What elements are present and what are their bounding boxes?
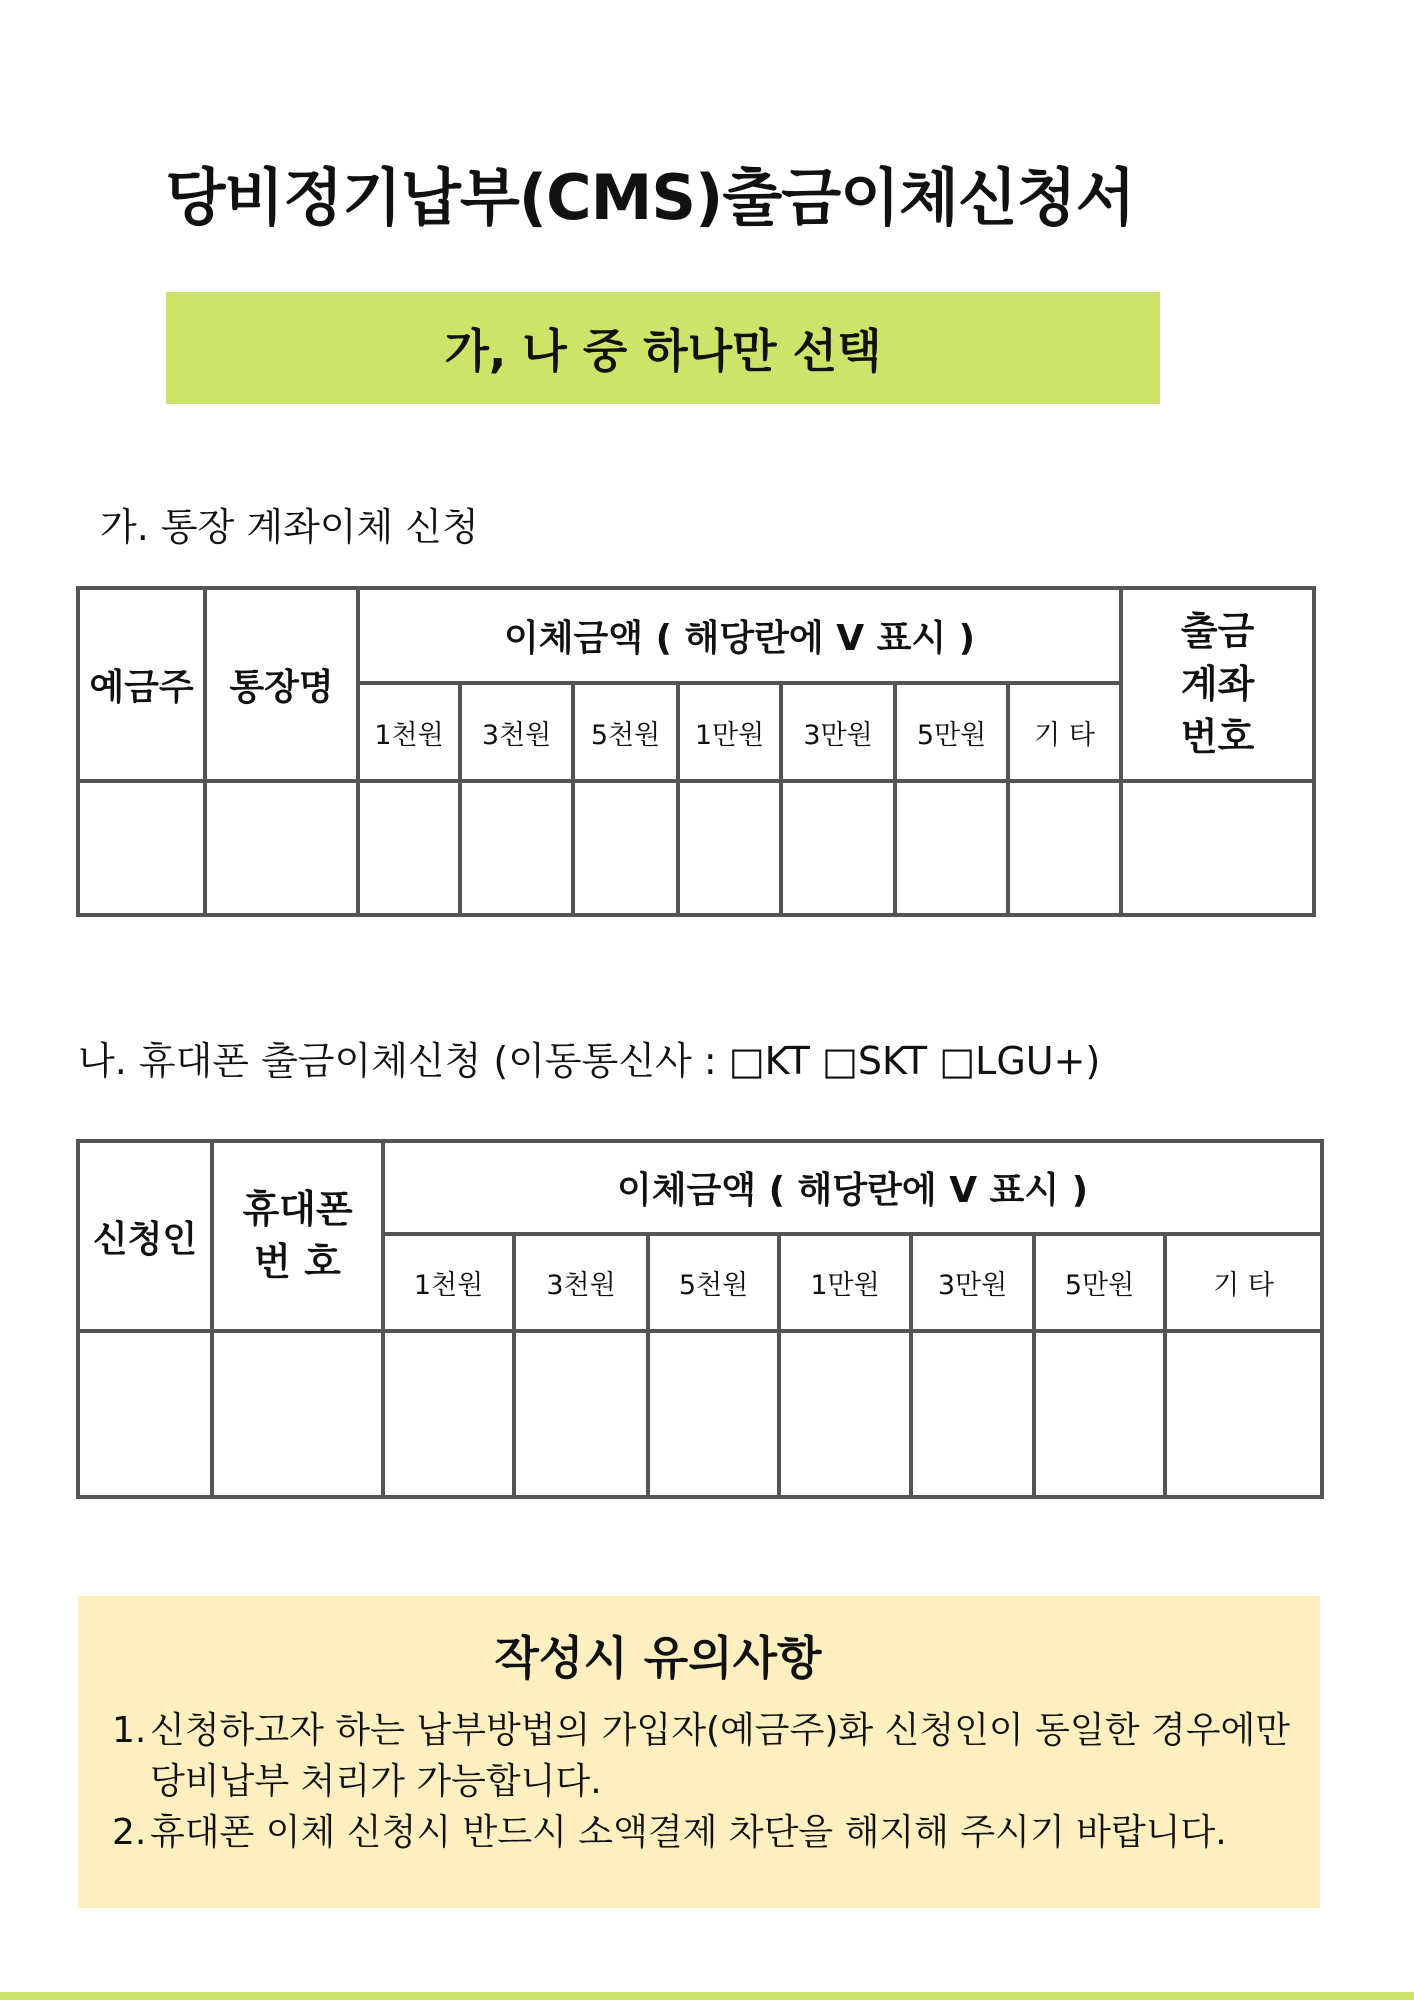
- transfer-amount-header: 이체금액 ( 해당란에 V 표시 ): [383, 1141, 1322, 1234]
- amount-3000-cell[interactable]: [514, 1331, 648, 1497]
- amount-1000-header: 1천원: [358, 683, 460, 781]
- amount-3000-header: 3천원: [460, 683, 573, 781]
- withdrawal-account-header: 출금 계좌 번호: [1121, 588, 1314, 781]
- amount-5000-cell[interactable]: [573, 781, 678, 915]
- applicant-cell[interactable]: [78, 1331, 212, 1497]
- page-title: 당비정기납부(CMS)출금이체신청서: [165, 161, 1135, 234]
- amount-other-cell[interactable]: [1165, 1331, 1322, 1497]
- table-row: [78, 781, 1314, 915]
- carrier-lgu-label: LGU+: [975, 1039, 1086, 1083]
- amount-50000-header: 5만원: [1034, 1234, 1165, 1331]
- amount-1000-cell[interactable]: [383, 1331, 514, 1497]
- applicant-header: 신청인: [78, 1141, 212, 1331]
- bank-name-cell[interactable]: [205, 781, 358, 915]
- carrier-skt-label: SKT: [857, 1039, 928, 1083]
- checkbox-kt[interactable]: □: [728, 1039, 765, 1083]
- selection-banner: [166, 292, 1160, 404]
- bank-transfer-table: [76, 586, 1316, 917]
- note-item-2: 2. 휴대폰 이체 신청시 반드시 소액결제 차단을 해지해 주시기 바랍니다.: [112, 1812, 1227, 1853]
- amount-other-header: 기 타: [1008, 683, 1121, 781]
- amount-5000-header: 5천원: [573, 683, 678, 781]
- phone-number-header: 휴대폰 번 호: [212, 1141, 383, 1331]
- amount-1000-header: 1천원: [383, 1234, 514, 1331]
- notes-box: [78, 1596, 1320, 1908]
- amount-1000-cell[interactable]: [358, 781, 460, 915]
- notes-title: 작성시 유의사항: [494, 1631, 822, 1685]
- amount-10000-header: 1만원: [678, 683, 781, 781]
- amount-10000-cell[interactable]: [678, 781, 781, 915]
- section-b-heading: 나. 휴대폰 출금이체신청 (이동통신사 : □KT □SKT □LGU+): [78, 1039, 1101, 1083]
- amount-10000-header: 1만원: [779, 1234, 911, 1331]
- withdrawal-account-cell[interactable]: [1121, 781, 1314, 915]
- checkbox-skt[interactable]: □: [821, 1039, 858, 1083]
- amount-50000-cell[interactable]: [1034, 1331, 1165, 1497]
- depositor-cell[interactable]: [78, 781, 205, 915]
- amount-5000-cell[interactable]: [648, 1331, 779, 1497]
- section-a-heading: 가. 통장 계좌이체 신청: [100, 505, 479, 549]
- amount-30000-header: 3만원: [781, 683, 895, 781]
- amount-3000-header: 3천원: [514, 1234, 648, 1331]
- checkbox-lgu[interactable]: □: [939, 1039, 976, 1083]
- amount-30000-cell[interactable]: [781, 781, 895, 915]
- amount-3000-cell[interactable]: [460, 781, 573, 915]
- amount-5000-header: 5천원: [648, 1234, 779, 1331]
- depositor-header: 예금주: [78, 588, 205, 781]
- transfer-amount-header: 이체금액 ( 해당란에 V 표시 ): [358, 588, 1121, 683]
- amount-other-header: 기 타: [1165, 1234, 1322, 1331]
- carrier-kt-label: KT: [764, 1039, 810, 1083]
- table-row: [78, 1331, 1322, 1497]
- phone-transfer-table: [76, 1139, 1324, 1499]
- amount-10000-cell[interactable]: [779, 1331, 911, 1497]
- bottom-accent-bar: [0, 1992, 1414, 2000]
- amount-30000-header: 3만원: [911, 1234, 1034, 1331]
- banner-text: 가, 나 중 하나만 선택: [444, 324, 882, 378]
- amount-50000-cell[interactable]: [895, 781, 1008, 915]
- bank-name-header: 통장명: [205, 588, 358, 781]
- amount-other-cell[interactable]: [1008, 781, 1121, 915]
- phone-number-cell[interactable]: [212, 1331, 383, 1497]
- amount-50000-header: 5만원: [895, 683, 1008, 781]
- note-item-1: 1. 신청하고자 하는 납부방법의 가입자(예금주)화 신청인이 동일한 경우에만 당비납부 처리가 가능합니다.: [112, 1710, 1291, 1802]
- amount-30000-cell[interactable]: [911, 1331, 1034, 1497]
